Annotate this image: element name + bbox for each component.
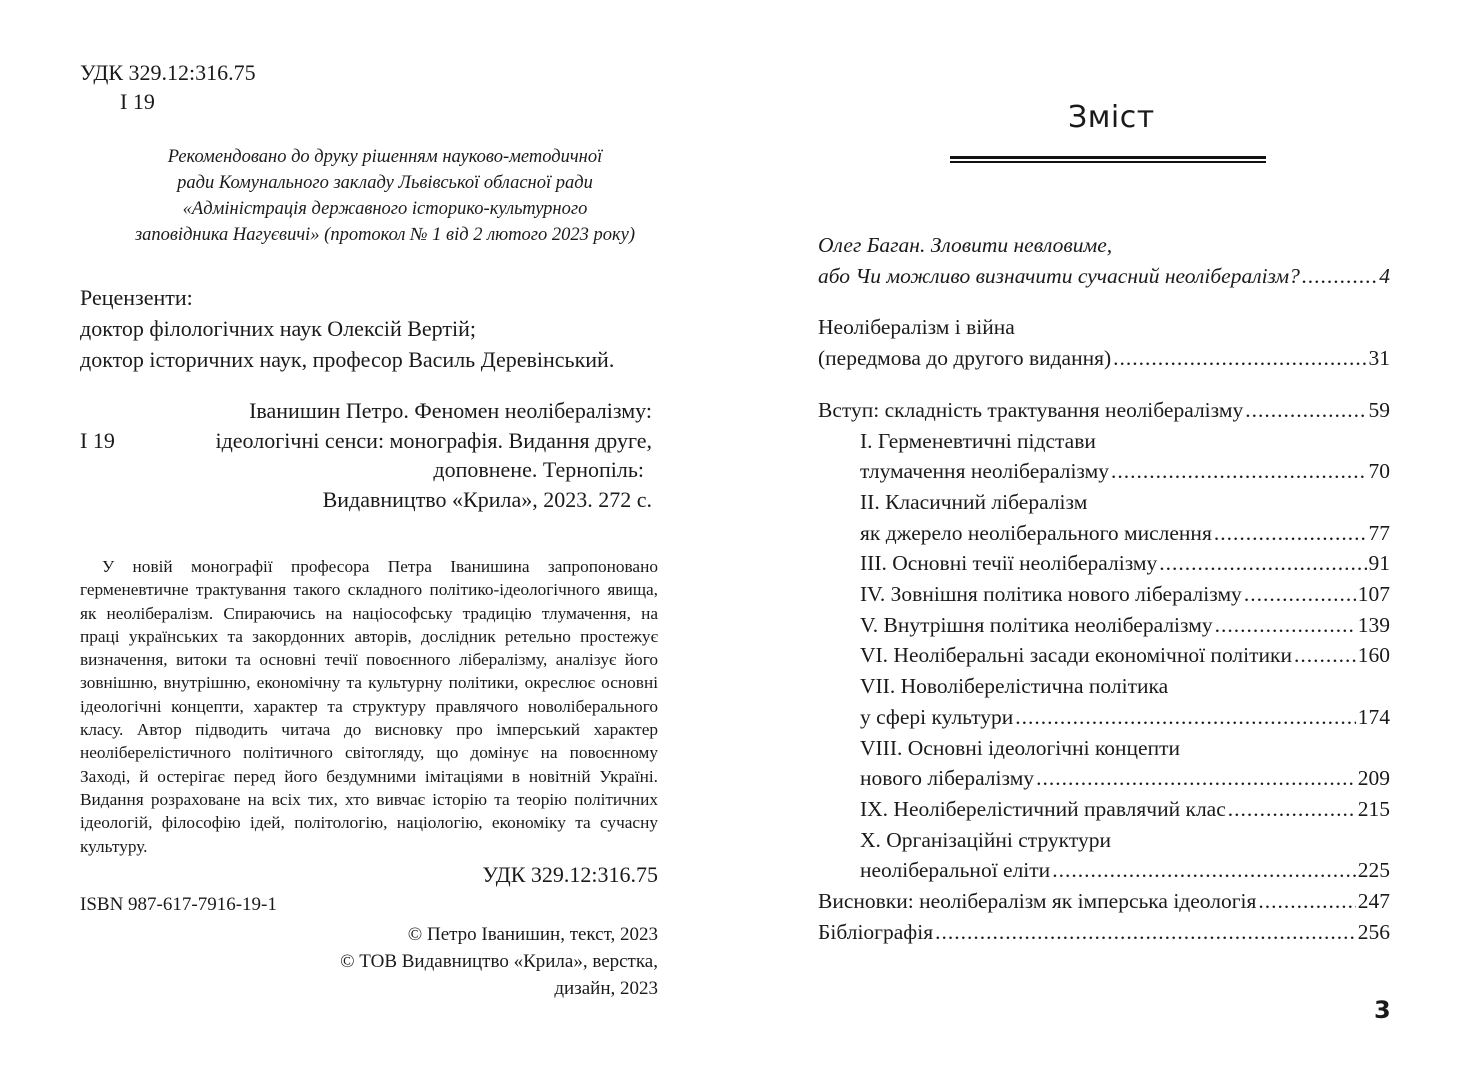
toc-entry-title: (передмова до другого видання) bbox=[818, 346, 1112, 371]
toc-line bbox=[818, 886, 1390, 917]
dot-leader bbox=[1052, 855, 1356, 886]
bib-line: Видавництво «Крила», 2023. 272 с. bbox=[322, 486, 652, 512]
bib-code: І 19 bbox=[80, 427, 115, 453]
toc-entry-title: I. Герменевтичні підстави bbox=[860, 428, 1096, 453]
toc-entry-title: V. Внутрішня політика неолібералізму bbox=[860, 612, 1213, 637]
toc-entry[interactable] bbox=[818, 640, 1390, 671]
bib-line-with-code bbox=[80, 426, 652, 456]
toc-line bbox=[818, 917, 1390, 948]
toc-line bbox=[860, 518, 1390, 549]
toc-entry-title: VI. Неоліберальні засади економічної політики bbox=[860, 643, 1292, 668]
toc-line bbox=[860, 825, 1390, 856]
toc-entry-title: неоліберальної еліти bbox=[860, 858, 1051, 883]
toc-page-number: 70 bbox=[1368, 459, 1390, 484]
toc-entry-title: II. Класичний лібералізм bbox=[860, 489, 1088, 514]
toc-line bbox=[860, 671, 1390, 702]
toc-entry[interactable] bbox=[818, 579, 1390, 610]
toc-page-number: 215 bbox=[1357, 796, 1390, 821]
toc-entry-title: IV. Зовнішня політика нового лібералізму bbox=[860, 582, 1242, 607]
toc-entry[interactable] bbox=[818, 426, 1390, 487]
table-of-contents bbox=[818, 230, 1390, 947]
udc-top: УДК 329.12:316.75 bbox=[80, 60, 256, 85]
toc-line bbox=[860, 456, 1390, 487]
toc-page-number: 91 bbox=[1368, 551, 1390, 576]
title-rule bbox=[950, 156, 1266, 159]
toc-line bbox=[860, 610, 1390, 641]
toc-page-number: 31 bbox=[1368, 346, 1390, 371]
toc-entry-title: нового лібералізму bbox=[860, 766, 1035, 791]
spacer bbox=[818, 291, 1390, 312]
toc-line bbox=[818, 230, 1390, 261]
toc-line bbox=[818, 312, 1390, 343]
toc-line bbox=[860, 763, 1390, 794]
toc-entry-title: VII. Новоліберелістична політика bbox=[860, 674, 1169, 699]
toc-entry[interactable] bbox=[818, 733, 1390, 794]
toc-line bbox=[860, 733, 1390, 764]
toc-line bbox=[860, 855, 1390, 886]
spacer bbox=[818, 374, 1390, 395]
reviewers-block bbox=[80, 282, 614, 375]
toc-entry[interactable] bbox=[818, 917, 1390, 948]
toc-line bbox=[818, 395, 1390, 426]
toc-entry-title: Неолібералізм і війна bbox=[818, 315, 1015, 340]
toc-page-number: 107 bbox=[1357, 582, 1390, 607]
dot-leader bbox=[1111, 456, 1367, 487]
toc-line bbox=[818, 343, 1390, 374]
toc-page-number: 160 bbox=[1357, 643, 1390, 668]
toc-line bbox=[818, 261, 1390, 292]
toc-entry[interactable] bbox=[818, 230, 1390, 291]
toc-entry[interactable] bbox=[818, 395, 1390, 426]
dot-leader bbox=[1244, 579, 1356, 610]
toc-page-number: 225 bbox=[1357, 858, 1390, 883]
title-rule-thin bbox=[950, 161, 1266, 163]
dot-leader bbox=[1159, 548, 1366, 579]
toc-entry[interactable] bbox=[818, 610, 1390, 641]
dot-leader bbox=[1015, 702, 1355, 733]
toc-page-number: 174 bbox=[1357, 704, 1390, 729]
reviewer: доктор філологічних наук Олексій Вертій; bbox=[80, 316, 476, 341]
toc-line bbox=[860, 702, 1390, 733]
toc-entry-title: як джерело неоліберального мислення bbox=[860, 520, 1212, 545]
page-number: 3 bbox=[1374, 996, 1391, 1024]
dot-leader bbox=[1302, 261, 1377, 292]
toc-entry-title: IX. Неоліберелістичний правлячий клас bbox=[860, 796, 1226, 821]
udc-bottom: УДК 329.12:316.75 bbox=[482, 862, 658, 887]
dot-leader bbox=[935, 917, 1356, 948]
recommendation-line: «Адміністрація державного історико-культурного bbox=[182, 199, 588, 219]
reviewer: доктор історичних наук, професор Василь Деревінський. bbox=[80, 347, 615, 372]
toc-page-number: 209 bbox=[1357, 766, 1390, 791]
dot-leader bbox=[1214, 518, 1367, 549]
toc-line bbox=[860, 426, 1390, 457]
toc-page-number: 59 bbox=[1368, 397, 1390, 422]
toc-entry[interactable] bbox=[818, 671, 1390, 732]
toc-title: Зміст bbox=[1068, 100, 1155, 135]
toc-entry[interactable] bbox=[818, 825, 1390, 886]
toc-entry-title: III. Основні течії неолібералізму bbox=[860, 551, 1158, 576]
catalog-index-top: І 19 bbox=[120, 89, 155, 114]
copyright-line: © Петро Іванишин, текст, 2023 bbox=[407, 924, 658, 945]
toc-entry[interactable] bbox=[818, 886, 1390, 917]
toc-entry-title: Висновки: неолібералізм як імперська ідеологія bbox=[818, 889, 1257, 914]
toc-entry-title: X. Організаційні структури bbox=[860, 827, 1111, 852]
toc-line bbox=[860, 794, 1390, 825]
copyright-line: © ТОВ Видавництво «Крила», верстка, дизайн, 2023 bbox=[340, 951, 658, 999]
toc-line bbox=[860, 579, 1390, 610]
dot-leader bbox=[1258, 886, 1355, 917]
toc-entry-title: тлумачення неолібералізму bbox=[860, 459, 1109, 484]
bib-line: доповнене. Тернопіль: bbox=[433, 457, 644, 482]
dot-leader bbox=[1036, 763, 1356, 794]
copyrights bbox=[300, 921, 658, 1002]
toc-page-number: 4 bbox=[1379, 263, 1390, 288]
toc-page-number: 247 bbox=[1357, 889, 1390, 914]
toc-entry[interactable] bbox=[818, 312, 1390, 373]
recommendation-line: заповідника Нагуєвичі» (протокол № 1 від 2 лютого 2023 року) bbox=[134, 225, 636, 245]
dot-leader bbox=[1215, 610, 1356, 641]
recommendation-note bbox=[90, 144, 680, 248]
toc-line bbox=[860, 548, 1390, 579]
toc-entry-title: Вступ: складність трактування неолібералізму bbox=[818, 397, 1244, 422]
toc-entry[interactable] bbox=[818, 548, 1390, 579]
bib-line: ідеологічні сенси: монографія. Видання друге, bbox=[215, 427, 652, 453]
dot-leader bbox=[1113, 343, 1366, 374]
dot-leader bbox=[1294, 640, 1356, 671]
isbn: ISBN 987-617-7916-19-1 bbox=[80, 894, 277, 915]
toc-entry-title: Олег Баган. Зловити невловиме, bbox=[818, 233, 1113, 257]
toc-page-number: 139 bbox=[1357, 612, 1390, 637]
toc-line bbox=[860, 640, 1390, 671]
recommendation-line: Рекомендовано до друку рішенням науково-методичної bbox=[167, 147, 603, 167]
toc-page-number: 256 bbox=[1357, 919, 1390, 944]
toc-entry-title: у сфері культури bbox=[860, 704, 1014, 729]
toc-entry-title: Бібліографія bbox=[818, 919, 934, 944]
toc-entry-title: VIII. Основні ідеологічні концепти bbox=[860, 735, 1181, 760]
bib-line: Іванишин Петро. Феномен неолібералізму: bbox=[249, 398, 652, 423]
toc-entry[interactable] bbox=[818, 487, 1390, 548]
dot-leader bbox=[1245, 395, 1366, 426]
dot-leader bbox=[1228, 794, 1356, 825]
toc-page-number: 77 bbox=[1368, 520, 1390, 545]
toc-entry[interactable] bbox=[818, 794, 1390, 825]
bibliographic-entry bbox=[80, 396, 652, 514]
reviewers-label: Рецензенти: bbox=[80, 285, 193, 310]
toc-line bbox=[860, 487, 1390, 518]
abstract: У новій монографії професора Петра Іванишина запропоновано герменевтичне трактування такого складного політико-ідеологічного явища, як неолібералізм. Спираючись на націософську традицію тлумачення, на праці українських та закордонних авторів, дослідник ретельно простежує визначення, витоки та основні течії повоєнного лібералізму, аналізує його зовнішню, внутрішню, економічну та культурну політики, окреслює основні ідеологічні концепти, характер та структуру правлячого новоліберального класу. Автор підводить читача до висновку про імперський характер неоліберелістичного політичного світогляду, що домінує на повоєнному Заході, й остерігає перед його бездумними імітаціями в новітній Україні. Видання розраховане на всіх тих, хто вивчає історію та теорію політичних ідеологій, філософію ідей, політологію, націологію, економіку та сучасну культуру. bbox=[80, 557, 658, 856]
toc-entry-title: або Чи можливо визначити сучасний неолібералізм? bbox=[818, 263, 1300, 288]
recommendation-line: ради Комунального закладу Львівської обласної ради bbox=[177, 173, 593, 193]
